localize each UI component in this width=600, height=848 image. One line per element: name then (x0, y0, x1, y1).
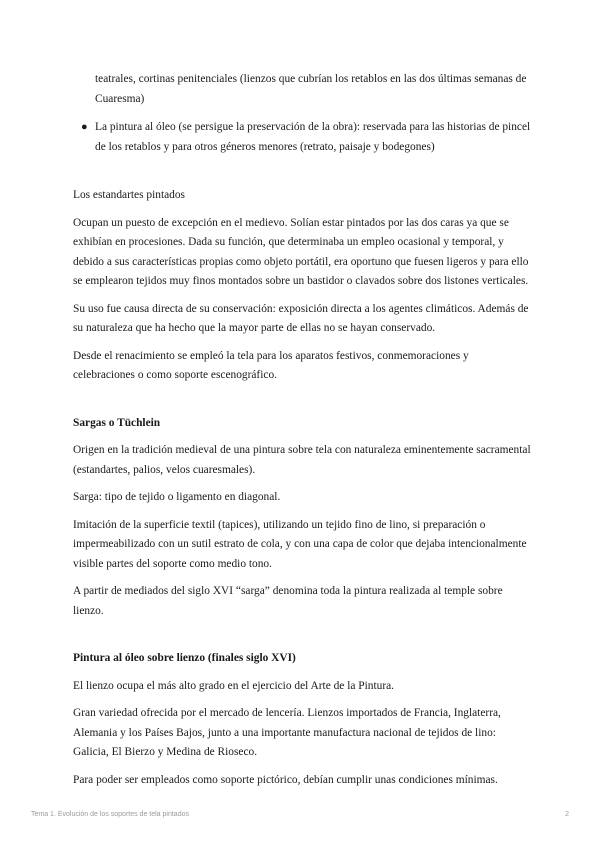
paragraph: Gran variedad ofrecida por el mercado de lencería. Lienzos importados de Francia, Inglaterra, Alemania y los Países Bajos, junto a una importante manufactura nacional de tejidos de lino: Galicia, El Bierzo y Medina de Rioseco. (73, 707, 501, 758)
paragraph: Para poder ser empleados como soporte pictórico, debían cumplir unas condiciones mínimas. (73, 773, 498, 786)
paragraph: Desde el renacimiento se empleó la tela para los aparatos festivos, conmemoraciones y celebraciones o como soporte escenográfico. (73, 349, 469, 381)
footer-page-number: 2 (565, 811, 569, 818)
paragraph: Origen en la tradición medieval de una pintura sobre tela con naturaleza eminentemente sacramental (estandartes, palios, velos cuaresmales). (73, 444, 531, 476)
bullet-dot-icon: ● (81, 121, 88, 133)
paragraph: Su uso fue causa directa de su conservación: exposición directa a los agentes climáticos. Además de su naturaleza que ha hecho que la mayor parte de ellas no se hayan conservado. (73, 302, 529, 334)
bullet-item (81, 118, 531, 157)
paragraph: Imitación de la superficie textil (tapices), utilizando un tejido fino de lino, si preparación o impermeabilizado con un sutil estrato de cola, y con una capa de color que dejaba intencionalmente visible partes del soporte como medio tono. (73, 518, 527, 570)
paragraph: El lienzo ocupa el más alto grado en el ejercicio del Arte de la Pintura. (73, 679, 395, 692)
paragraph: Sarga: tipo de tejido o ligamento en diagonal. (73, 491, 281, 503)
footer-document-title: Tema 1. Evolución de los soportes de tela pintados (31, 811, 189, 818)
section-title-estandartes: Los estandartes pintados (73, 189, 185, 201)
paragraph: A partir de mediados del siglo XVI “sarga” denomina toda la pintura realizada al temple sobre lienzo. (73, 585, 503, 617)
bullet-continuation: teatrales, cortinas penitenciales (lienzos que cubrían los retablos en las dos últimas semanas de Cuaresma) (95, 73, 527, 105)
bullet-text: La pintura al óleo (se persigue la preservación de la obra): reservada para las historias de pincel de los retablos y para otros géneros menores (retrato, paisaje y bodegones) (95, 121, 531, 153)
paragraph: Ocupan un puesto de excepción en el medievo. Solían estar pintados por las dos caras ya que se exhibían en procesiones. Dada su función, que determinaba un empleo ocasional y temporal, y debido a sus características propias como objeto portátil, era oportuno que fuesen ligeros y para ello se emplearon tejidos muy finos montados sobre un bastidor o clavados sobre dos listones verticales. (73, 216, 529, 287)
page-content (73, 70, 531, 790)
section-title-oleo: Pintura al óleo sobre lienzo (finales siglo XVI) (73, 652, 296, 664)
section-title-sargas: Sargas o Tüchlein (73, 416, 161, 429)
